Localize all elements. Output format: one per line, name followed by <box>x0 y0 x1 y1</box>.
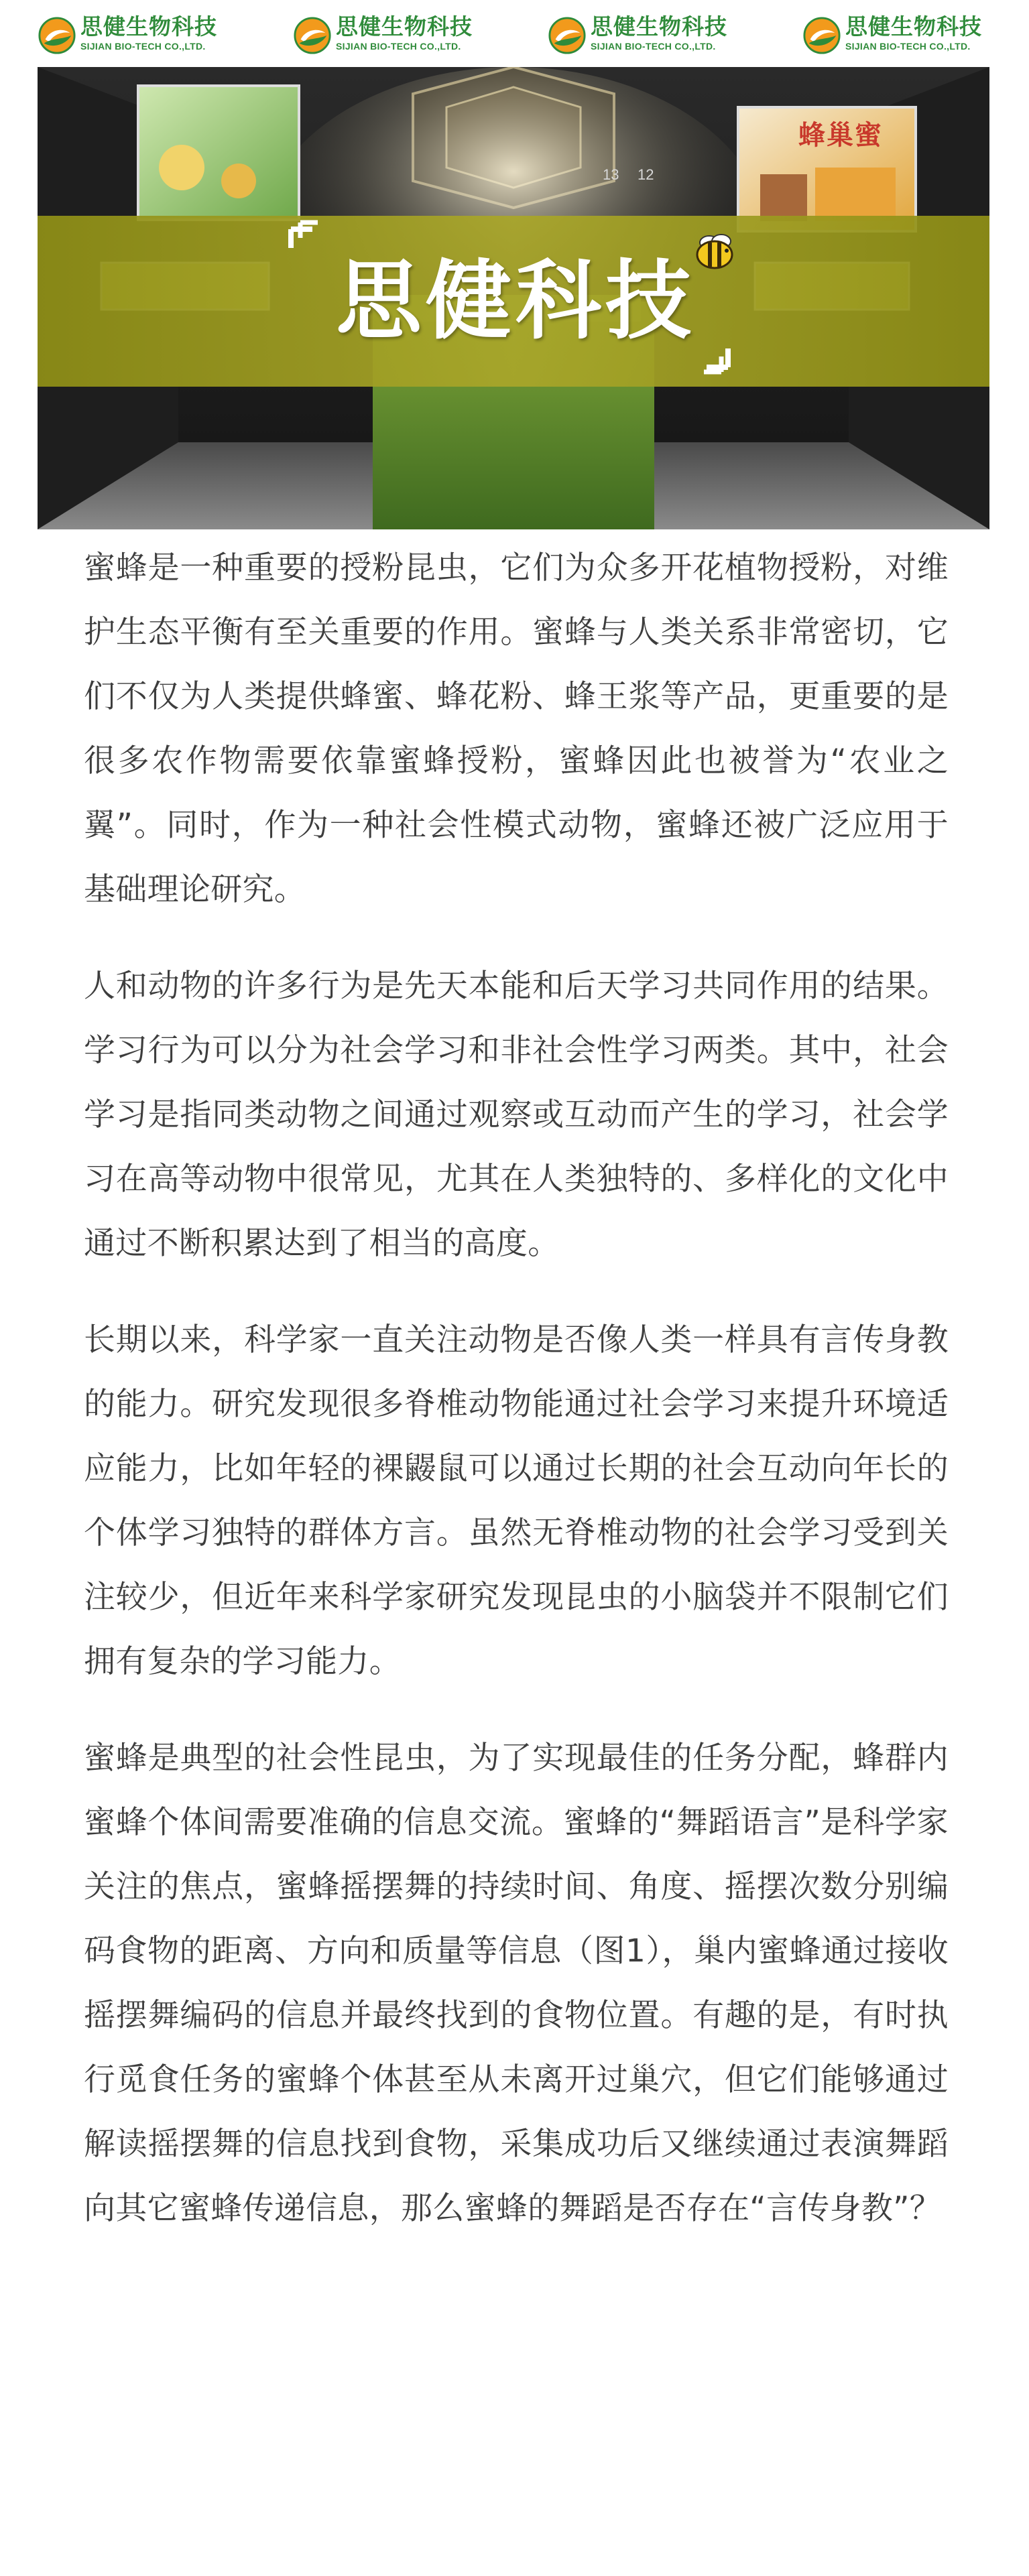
sijian-logo-icon <box>38 16 76 55</box>
logo-strip <box>0 0 1029 66</box>
brand-name-cn: 思健生物科技 <box>336 13 473 40</box>
sijian-logo-icon <box>802 16 841 55</box>
hero-banner <box>38 67 989 529</box>
brand-logo <box>802 15 1004 55</box>
brand-name-en: SIJIAN BIO-TECH CO.,LTD. <box>845 41 971 52</box>
hero-title: 思健科技 <box>336 251 696 351</box>
brand-name-cn: 思健生物科技 <box>845 13 982 40</box>
gallery-number-badge: 13 <box>603 166 619 183</box>
brand-name-en: SIJIAN BIO-TECH CO.,LTD. <box>591 41 716 52</box>
article-paragraph: 蜜蜂是典型的社会性昆虫，为了实现最佳的任务分配，蜂群内蜜蜂个体间需要准确的信息交流。蜜蜂的“舞蹈语言”是科学家关注的焦点，蜜蜂摇摆舞的持续时间、角度、摇摆次数分别编码食物的距离、方向和质量等信息（图1），巢内蜜蜂通过接收摇摆舞编码的信息并最终找到的食物位置。有趣的是，有时执行觅食任务的蜜蜂个体甚至从未离开过巢穴，但它们能够通过解读摇摆舞的信息找到食物，采集成功后又继续通过表演舞蹈向其它蜜蜂传递信息，那么蜜蜂的舞蹈是否存在“言传身教”？ <box>84 1740 949 2227</box>
article-paragraph: 人和动物的许多行为是先天本能和后天学习共同作用的结果。学习行为可以分为社会学习和非社会性学习两类。其中，社会学习是指同类动物之间通过观察或互动而产生的学习，社会学习在高等动物中很常见，尤其在人类独特的、多样化的文化中通过不断积累达到了相当的高度。 <box>84 968 949 1262</box>
brand-name-cn: 思健生物科技 <box>591 13 727 40</box>
gallery-number-badge: 12 <box>638 166 654 183</box>
article-paragraph: 蜜蜂是一种重要的授粉昆虫，它们为众多开花植物授粉，对维护生态平衡有至关重要的作用。蜜蜂与人类关系非常密切，它们不仅为人类提供蜂蜜、蜂花粉、蜂王浆等产品，更重要的是很多农作物需要依靠蜜蜂授粉，蜜蜂因此也被誉为“农业之翼”。同时，作为一种社会性模式动物，蜜蜂还被广泛应用于基础理论研究。 <box>84 550 949 908</box>
brand-name-cn: 思健生物科技 <box>80 13 217 40</box>
brand-logo <box>38 15 239 55</box>
bee-icon <box>697 235 732 268</box>
article-body <box>84 536 949 2241</box>
brand-name-en: SIJIAN BIO-TECH CO.,LTD. <box>80 41 206 52</box>
brand-logo <box>548 15 749 55</box>
brand-logo <box>293 15 494 55</box>
honeycomb-poster-label: 蜂巢蜜 <box>798 119 883 151</box>
sijian-logo-icon <box>293 16 332 55</box>
article-paragraph: 长期以来，科学家一直关注动物是否像人类一样具有言传身教的能力。研究发现很多脊椎动物能通过社会学习来提升环境适应能力，比如年轻的裸鼹鼠可以通过长期的社会互动向年长的个体学习独特的群体方言。虽然无脊椎动物的社会学习受到关注较少，但近年来科学家研究发现昆虫的小脑袋并不限制它们拥有复杂的学习能力。 <box>84 1322 949 1680</box>
brand-name-en: SIJIAN BIO-TECH CO.,LTD. <box>336 41 461 52</box>
sijian-logo-icon <box>548 16 587 55</box>
